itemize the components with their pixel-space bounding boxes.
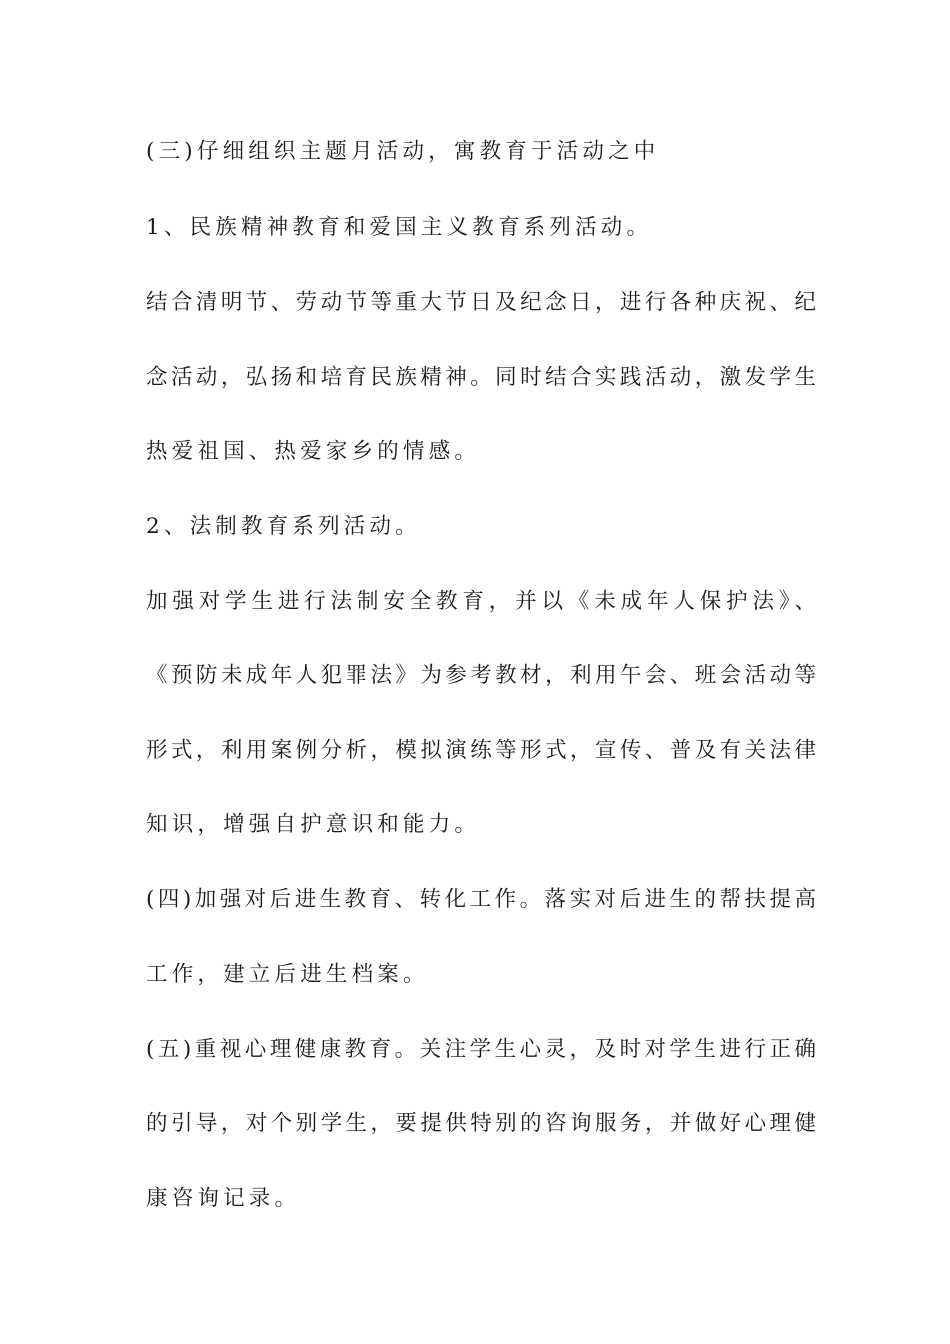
text-line: (四)加强对后进生教育、转化工作。落实对后进生的帮扶提高 <box>146 887 816 912</box>
text-line: 《预防未成年人犯罪法》为参考教材，利用午会、班会活动等 <box>146 663 816 688</box>
text-line: 结合清明节、劳动节等重大节日及纪念日，进行各种庆祝、纪 <box>146 290 816 315</box>
text-line: 的引导，对个别学生，要提供特别的咨询服务，并做好心理健 <box>146 1111 816 1136</box>
text-line: 加强对学生进行法制安全教育，并以《未成年人保护法》、 <box>146 589 816 614</box>
text-line: 念活动，弘扬和培育民族精神。同时结合实践活动，激发学生 <box>146 365 816 390</box>
text-line: 热爱祖国、热爱家乡的情感。 <box>146 439 481 464</box>
text-line: 形式，利用案例分析，模拟演练等形式，宣传、普及有关法律 <box>146 738 816 763</box>
text-line: 2、法制教育系列活动。 <box>146 514 421 539</box>
text-line: (三)仔细组织主题月活动，寓教育于活动之中 <box>146 139 660 164</box>
text-line: 工作，建立后进生档案。 <box>146 962 429 987</box>
text-line: 康咨询记录。 <box>146 1186 301 1211</box>
text-line: 1、民族精神教育和爱国主义教育系列活动。 <box>146 215 653 240</box>
text-line: (五)重视心理健康教育。关注学生心灵，及时对学生进行正确 <box>146 1037 816 1062</box>
text-line: 知识，增强自护意识和能力。 <box>146 812 481 837</box>
